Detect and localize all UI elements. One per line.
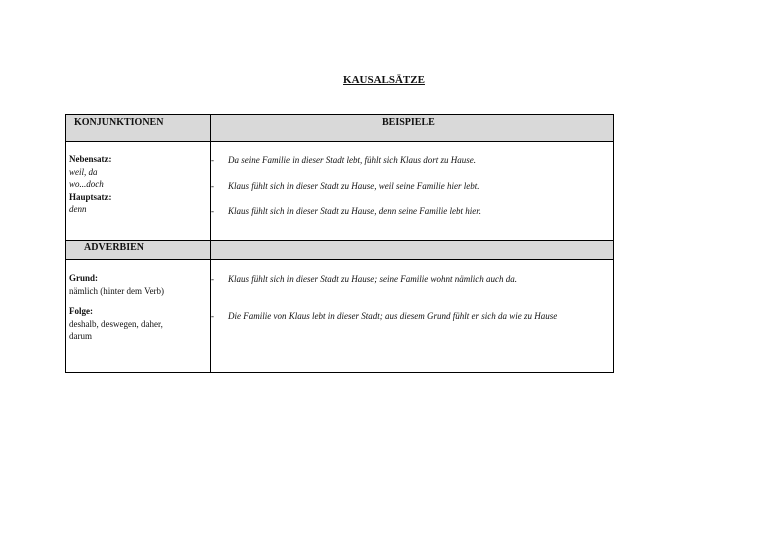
example-text: Klaus fühlt sich in dieser Stadt zu Hause; seine Familie wohnt nämlich auch da.: [228, 274, 517, 284]
folge-label: Folge:: [69, 306, 93, 316]
folge-item: darum: [69, 331, 92, 341]
bullet-dash: -: [211, 274, 214, 284]
bullet-dash: -: [211, 311, 214, 321]
example-konj-1: [211, 154, 608, 166]
kausalsaetze-table: [65, 114, 614, 373]
adverbien-cell: [69, 272, 164, 343]
example-konj-3: [211, 205, 608, 217]
hauptsatz-item: denn: [69, 204, 87, 214]
example-text: Da seine Familie in dieser Stadt lebt, fühlt sich Klaus dort zu Hause.: [228, 155, 476, 165]
example-text: Klaus fühlt sich in dieser Stadt zu Hause, denn seine Familie lebt hier.: [228, 206, 481, 216]
example-text: Klaus fühlt sich in dieser Stadt zu Hause, weil seine Familie hier lebt.: [228, 181, 480, 191]
bullet-dash: -: [211, 155, 214, 165]
page-title: KAUSALSÄTZE: [343, 74, 425, 86]
header-konjunktionen: KONJUNKTIONEN: [74, 117, 164, 128]
nebensatz-item: wo...doch: [69, 179, 104, 189]
folge-item: deshalb, deswegen, daher,: [69, 318, 163, 329]
konjunktionen-cell: [69, 153, 112, 216]
header-row-adverbien: [66, 240, 613, 260]
nebensatz-item: weil, da: [69, 166, 98, 177]
grund-label: Grund:: [69, 273, 99, 283]
hauptsatz-label: Hauptsatz:: [69, 191, 112, 202]
header-beispiele: BEISPIELE: [382, 117, 435, 128]
grund-item: nämlich (hinter dem Verb): [69, 285, 165, 296]
header-adverbien: ADVERBIEN: [84, 242, 145, 253]
bullet-dash: -: [211, 181, 214, 191]
nebensatz-label: Nebensatz:: [69, 154, 112, 164]
bullet-dash: -: [211, 206, 214, 216]
example-adv-1: [211, 273, 608, 285]
example-adv-2: [211, 310, 600, 322]
example-text: Die Familie von Klaus lebt in dieser Stadt; aus diesem Grund fühlt er sich da wie zu Hause: [228, 311, 558, 321]
example-konj-2: [211, 180, 608, 192]
header-row-konjunktionen: [66, 115, 613, 142]
